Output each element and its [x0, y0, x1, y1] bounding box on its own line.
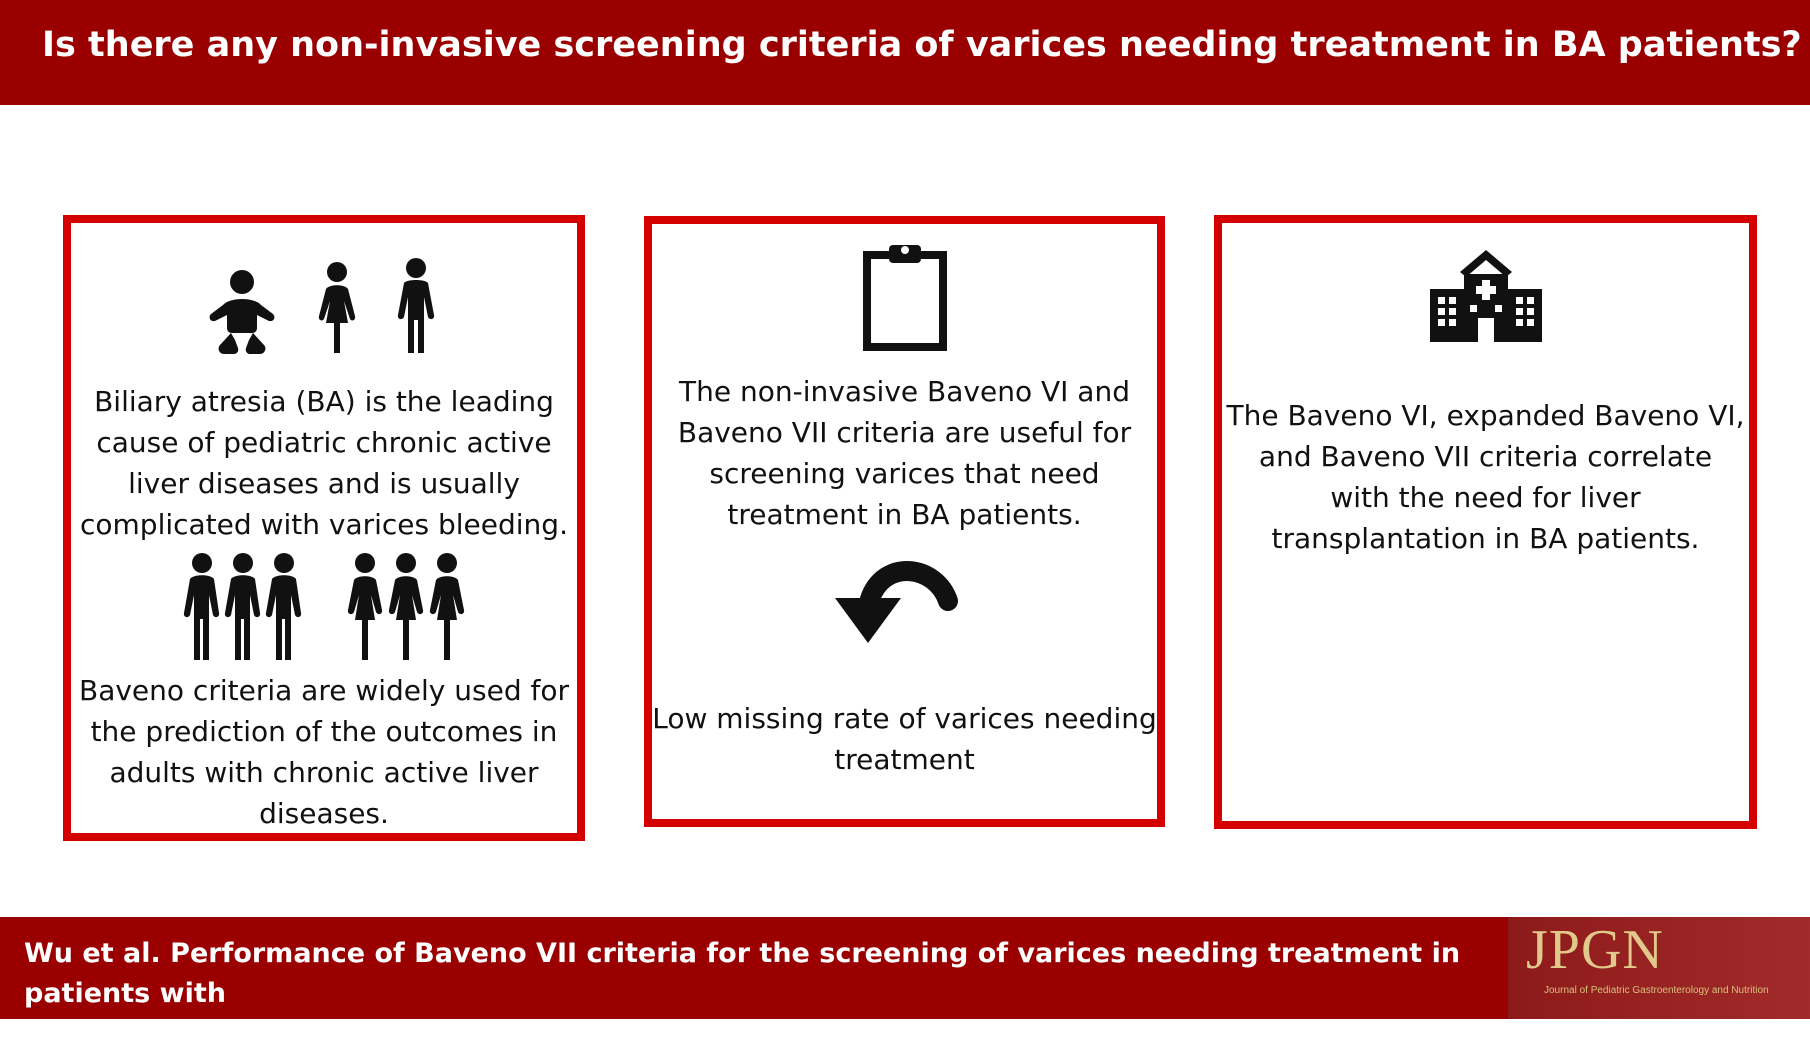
left-panel	[63, 215, 585, 841]
right-panel-text-1: The Baveno VI, expanded Baveno VI, and Baveno VII criteria correlate with the need for liver transplantation in BA patients.	[1226, 399, 1745, 555]
jpgn-logo-text: JPGN	[1526, 919, 1664, 981]
left-panel-text-1: Biliary atresia (BA) is the leading cause of pediatric chronic active liver diseases and is usually complicated with varices bleeding.	[80, 385, 568, 541]
left-panel-text-2: Baveno criteria are widely used for the prediction of the outcomes in adults with chronic active liver diseases.	[78, 674, 570, 830]
jpgn-logo-subtitle: Journal of Pediatric Gastroenterology and Nutrition	[1544, 985, 1769, 996]
group-women-icon	[343, 552, 469, 664]
middle-panel-text-2: Low missing rate of varices needing treatment	[652, 702, 1157, 776]
middle-panel	[644, 216, 1165, 827]
footer-banner	[0, 917, 1810, 1049]
man-icon	[388, 257, 444, 357]
clipboard-icon	[858, 238, 952, 354]
middle-panel-text-1: The non-invasive Baveno VI and Baveno VII criteria are useful for screening varices that need treatment in BA patients.	[677, 375, 1132, 531]
hospital-icon	[1428, 247, 1544, 347]
baby-icon	[207, 270, 277, 360]
curved-arrow-icon	[825, 554, 955, 654]
top-banner	[0, 0, 1810, 105]
woman-icon	[309, 261, 365, 357]
citation-text: Wu et al. Performance of Baveno VII criteria for the screening of varices needing treatment in patients with biliary atresia. J Pediatr Gastroenterol Nutr. (2024)	[24, 938, 1461, 1049]
journal-logo	[1508, 917, 1810, 1019]
group-men-icon	[180, 552, 306, 664]
page-title: Is there any non-invasive screening criteria of varices needing treatment in BA patients?	[42, 25, 1802, 65]
right-panel	[1214, 215, 1757, 829]
